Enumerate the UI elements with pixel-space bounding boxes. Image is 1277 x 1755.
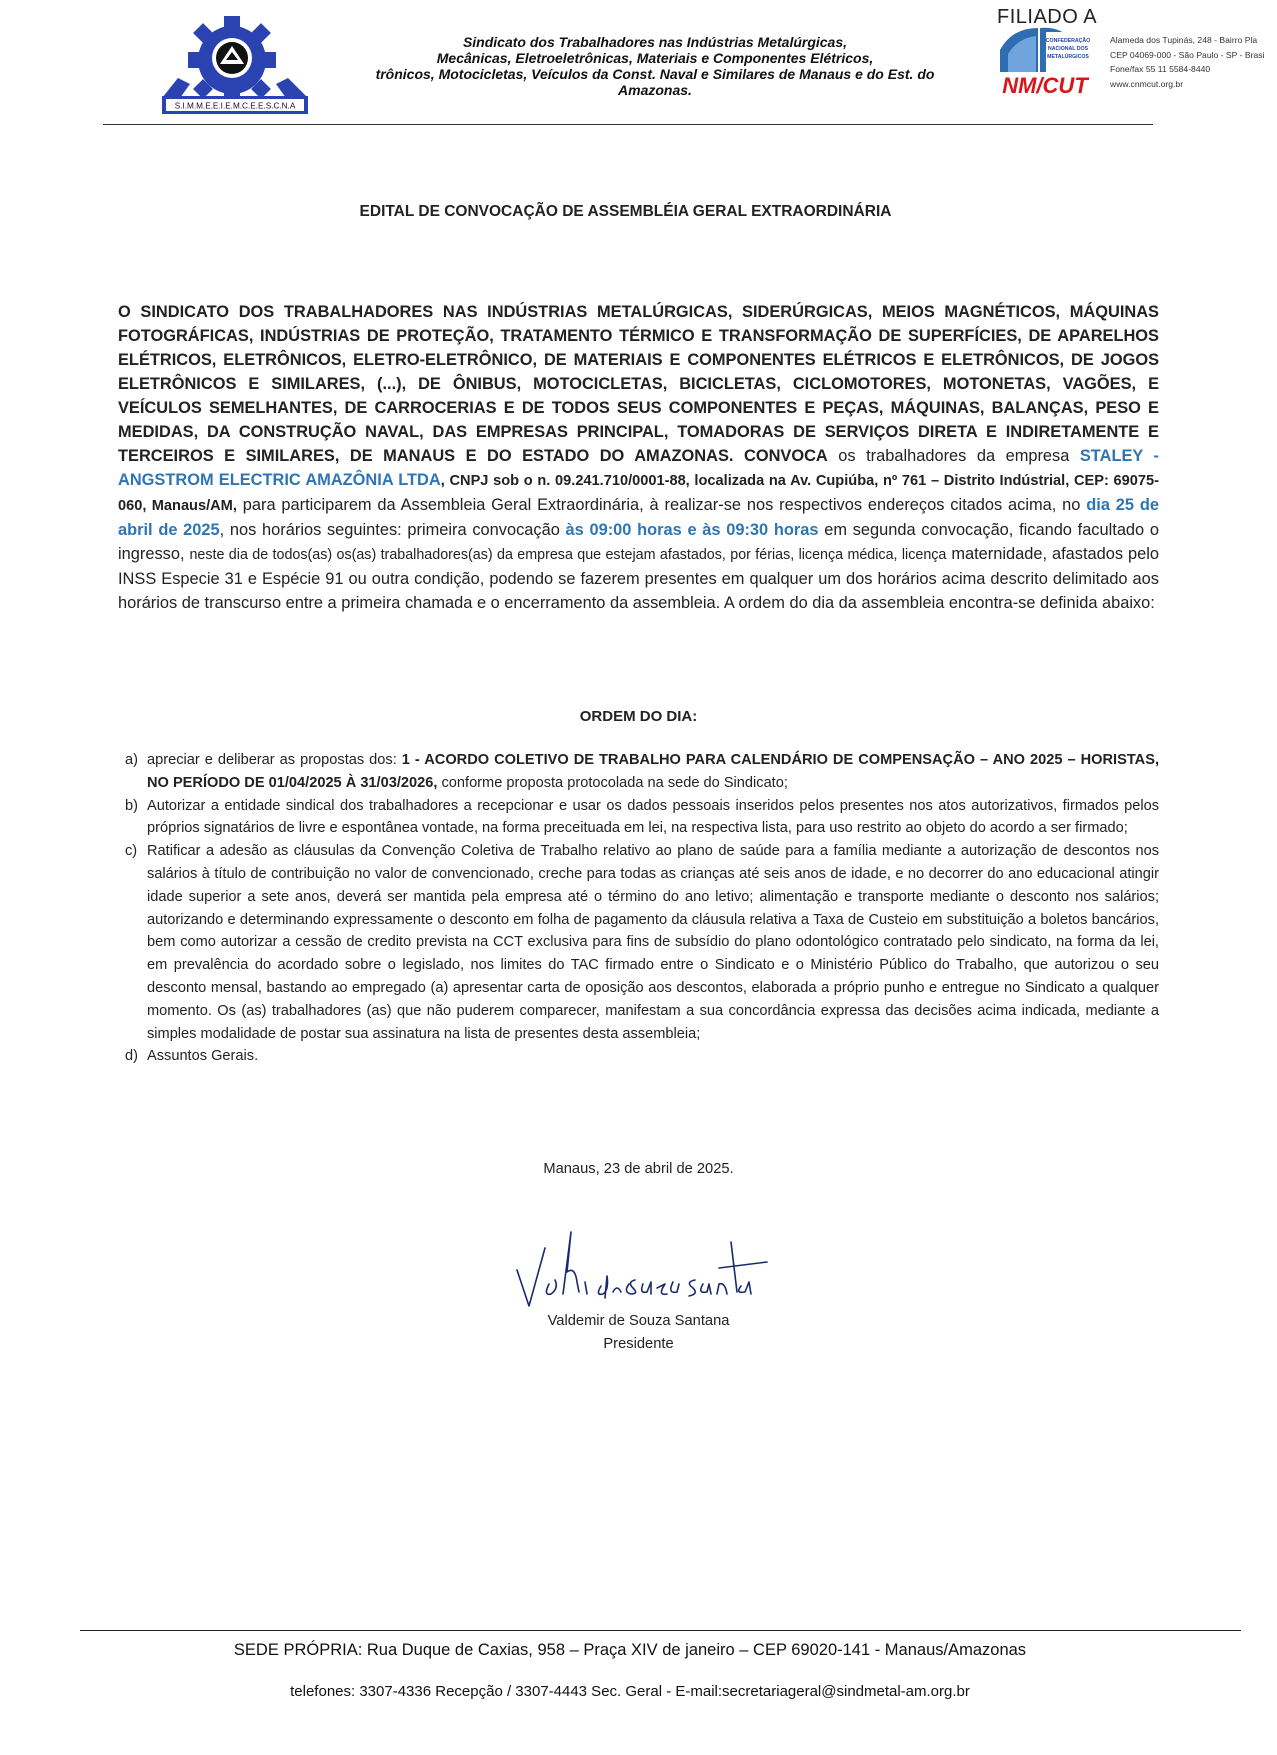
union-name-line: Sindicato dos Trabalhadores nas Indústrias Metalúrgicas,	[462, 34, 848, 50]
handwritten-signature	[505, 1222, 775, 1312]
company-details: , CNPJ sob o n. 09.241.710/0001-88, localizada na Av. Cupiúba, nº 761 – Distrito Indústrial, CEP: 69075-060, Manaus/AM,	[118, 473, 1159, 514]
intro-text-small: neste dia de todos(as) os(as) trabalhadores(as) da empresa que estejam afastados, por férias, licença médica, licença	[189, 547, 947, 563]
header-divider	[103, 124, 1153, 125]
cut-address-line: Alameda dos Tupinás, 248 - Bairro Pla	[1110, 35, 1258, 45]
intro-text: maternidade, afastados pelo INSS Especie 31 e Espécie 91 ou outra condição, podendo se fazerem presentes em qualquer um dos horários acima descrito delimitado aos horários de transcurso entre a primeira chamada e o encerramento da assembleia. A ordem do dia da assembleia encontra-se definida abaixo:	[118, 545, 1159, 612]
union-name-line: Mecânicas, Eletroeletrônicas, Materiais e Componentes Elétricos,	[436, 50, 874, 66]
cut-logo-text: NM/CUT	[1002, 73, 1088, 98]
union-logo-text: S.I.M.M.E.E.I.E.M.C.E.E.S.C.N.A	[174, 101, 296, 111]
union-name-line: Amazonas.	[618, 82, 692, 98]
agenda-item-marker: c)	[125, 843, 138, 860]
company-name: STALEY - ANGSTROM ELECTRIC AMAZÔNIA LTDA	[118, 447, 1159, 489]
agenda-title: ORDEM DO DIA:	[579, 708, 698, 725]
signer-name: Valdemir de Souza Santana	[547, 1313, 730, 1329]
footer-contacts: telefones: 3307-4336 Recepção / 3307-4443 Sec. Geral - E-mail:secretariageral@sindmetal-am.org.br	[290, 1683, 970, 1700]
cut-address-line: CEP 04069-000 - São Paulo - SP - Brasi	[1110, 49, 1265, 60]
agenda-item	[125, 840, 1159, 1045]
svg-text:CONFEDERAÇÃO: CONFEDERAÇÃO	[1045, 38, 1091, 44]
svg-text:METALÚRGICOS: METALÚRGICOS	[1047, 54, 1089, 60]
union-full-name: O SINDICATO DOS TRABALHADORES NAS INDÚSTRIAS METALÚRGICAS, SIDERÚRGICAS, MEIOS MAGNÉTICOS, MÁQUINAS FOTOGRÁFICAS, INDÚSTRIAS DE PROTEÇÃO, TRATAMENTO TÉRMICO E TRANSFORMAÇÃO DE SUPERFÍCIES, DE APARELHOS ELÉTRICOS, ELETRÔNICOS, ELETRO-ELETRÔNICO, DE MATERIAIS E COMPONENTES ELÉTRICOS E ELETRÔNICOS, DE JOGOS ELETRÔNICOS E SIMILARES, (...), DE ÔNIBUS, MOTOCICLETAS, BICICLETAS, CICLOMOTORES, MOTONETAS, VAGÕES, E VEÍCULOS SEMELHANTES, DE CARROCERIAS E DE TODOS SEUS COMPONENTES E PEÇAS, MÁQUINAS, BALANÇAS, PESO E MEDIDAS, DA CONSTRUÇÃO NAVAL, DAS EMPRESAS PRINCIPAL, TOMADORAS DE SERVIÇOS DIRETA E INDIRETAMENTE E TERCEIROS E SIMILARES, DE MANAUS E DO ESTADO DO AMAZONAS.	[118, 303, 1159, 465]
document-title: EDITAL DE CONVOCAÇÃO DE ASSEMBLÉIA GERAL EXTRAORDINÁRIA	[359, 203, 892, 220]
assembly-date: dia 25 de abril de 2025	[118, 496, 1159, 539]
footer-divider	[80, 1630, 1241, 1631]
place-and-date: Manaus, 23 de abril de 2025.	[543, 1161, 734, 1177]
cut-address-line: Fone/fax 55 11 5584-8440	[1110, 64, 1211, 74]
intro-text: os trabalhadores da empresa	[838, 447, 1070, 465]
agenda-item-text: Ratificar a adesão as cláusulas da Convenção Coletiva de Trabalho relativo ao plano de saúde para a família mediante a autorização de descontos nos salários à título de contribuição no valor de convencionado, creche para todas as crianças até seis anos de idade, e no decorrer do ano educacional atingir idade superior a sete anos, deverá ser mantida pela empresa até o término do ano letivo; alimentação e transporte mediante o desconto nos salários; autorizando e determinando expressamente o desconto em folha de pagamento da cláusula relativa a Taxa de Custeio em substituição a boletos bancários, bem como autorizar a cessão de credito prevista na CCT exclusiva para fins de subsídio do plano odontológico contratado pelo sindicato, na forma da lei, em prevalência do acordado sobre o legislado, nos limites do TAC firmado entre o Sindicato e o Ministério Público do Trabalho, que autorizou o seu desconto mensal, bastando ao empregado (a) apresentar carta de oposição aos descontos, elaborada a próprio punho e entregue no Sindicato a qualquer momento. Os (as) trabalhadores (as) que não puderem comparecer, manifestam a sua concordância expressa das decisões acima indicada, mediante a simples modalidade de postar sua assinatura na lista de presentes desta assembleia;	[147, 843, 1159, 1042]
cut-address	[1110, 33, 1265, 91]
agenda-list	[125, 749, 1159, 1068]
agenda-item-bold: 1 - ACORDO COLETIVO DE TRABALHO PARA CALENDÁRIO DE COMPENSAÇÃO – ANO 2025 – HORISTAS, NO PERÍODO DE 01/04/2025 À 31/03/2026,	[147, 752, 1159, 791]
agenda-item-text: conforme proposta protocolada na sede do Sindicato;	[441, 774, 788, 791]
agenda-item-marker: b)	[125, 797, 138, 814]
cnm-cut-logo	[998, 24, 1098, 96]
cut-address-line: www.cnmcut.org.br	[1110, 78, 1184, 89]
affiliation-label: FILIADO A	[997, 6, 1098, 28]
intro-text: em segunda convocação, ficando facultado o ingresso,	[118, 521, 1159, 563]
signer-role: Presidente	[603, 1336, 674, 1352]
assembly-times: às 09:00 horas e às 09:30 horas	[565, 521, 819, 539]
intro-text: para participarem da Assembleia Geral Extraordinária, à realizar-se nos respectivos endereços citados acima, no	[242, 496, 1081, 514]
footer-address: SEDE PRÓPRIA: Rua Duque de Caxias, 958 – Praça XIV de janeiro – CEP 69020-141 - Manaus/Amazonas	[233, 1641, 1027, 1659]
union-name-header	[365, 34, 945, 98]
agenda-item-text: Autorizar a entidade sindical dos trabalhadores a recepcionar e usar os dados pessoais inseridos pelos presentes nos atos autorizativos, firmados pelos próprios signatários de livre e espontânea vontade, na forma preceituada em lei, na respectiva lista, para uso restrito ao objeto do acordo a ser firmado;	[147, 797, 1159, 837]
union-logo	[160, 12, 310, 116]
convocation-paragraph	[118, 300, 1159, 615]
agenda-item	[125, 749, 1159, 795]
union-name-line: trônicos, Motocicletas, Veículos da Const. Naval e Similares de Manaus e do Est. do	[375, 66, 935, 82]
agenda-item	[125, 1045, 1159, 1068]
agenda-item-marker: d)	[125, 1048, 138, 1065]
svg-text:NACIONAL DOS: NACIONAL DOS	[1048, 46, 1088, 52]
agenda-item	[125, 795, 1159, 841]
intro-text: , nos horários seguintes: primeira convocação	[219, 521, 560, 539]
agenda-item-marker: a)	[125, 752, 138, 768]
agenda-item-text: apreciar e deliberar as propostas dos:	[147, 752, 397, 768]
agenda-item-text: Assuntos Gerais.	[147, 1048, 259, 1065]
convoca-word: CONVOCA	[743, 447, 828, 465]
